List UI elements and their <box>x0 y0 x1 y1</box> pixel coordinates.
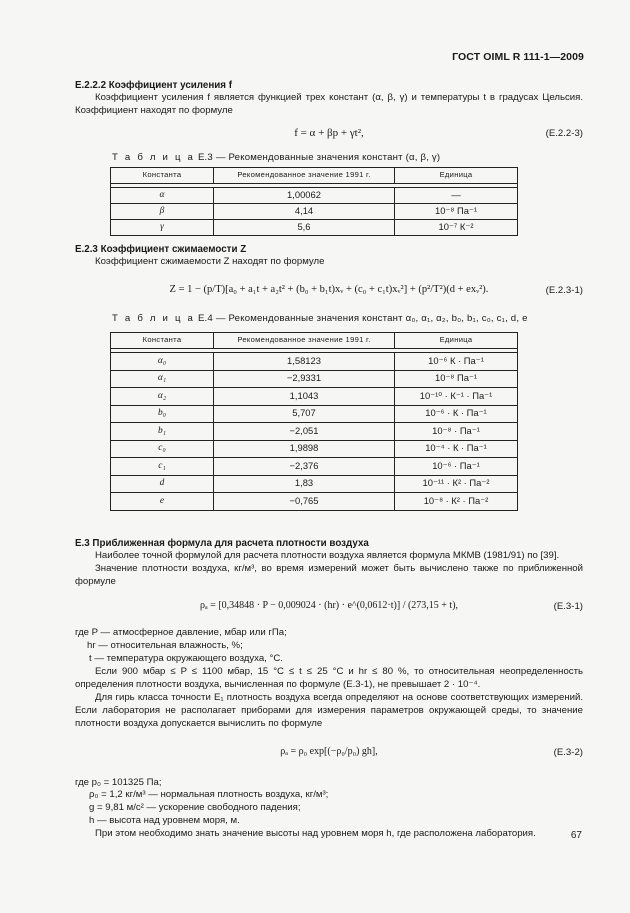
cell: −0,765 <box>214 493 395 511</box>
table-e4 <box>110 332 518 511</box>
cell: 5,6 <box>214 220 395 236</box>
equation-number: (Е.2.3-1) <box>545 285 583 297</box>
cell: −2,376 <box>214 458 395 476</box>
section-e222 <box>75 79 583 165</box>
formula: ρₐ = [0,34848 · P − 0,009024 · (hr) · e^(0,0612·t)] / (273,15 + t), <box>199 600 459 612</box>
table-row <box>111 370 518 388</box>
where-item: где P — атмосферное давление, мбар или гПа; <box>75 627 287 638</box>
cell: b₁ <box>111 423 214 441</box>
cell: d <box>111 475 214 493</box>
equation-number: (Е.3-2) <box>553 746 583 758</box>
cell: b₀ <box>111 405 214 423</box>
cell: 4,14 <box>214 204 395 220</box>
where-item: где p₀ = 101325 Па; <box>75 776 162 788</box>
table-header-row <box>111 168 518 184</box>
column-header: Рекомендованное значение 1991 г. <box>214 333 395 349</box>
equation-e223 <box>75 126 583 146</box>
formula: f = α + βp + γt², <box>294 127 364 140</box>
cell: α₁ <box>111 370 214 388</box>
cell: c₁ <box>111 458 214 476</box>
cell: 10⁻⁸ Па⁻¹ <box>395 204 518 220</box>
equation-number: (Е.3-1) <box>553 601 583 613</box>
formula: ρₐ = ρ₀ exp[(−ρ₀/p₀) gh], <box>280 745 378 757</box>
cell: 10⁻¹⁰ · К⁻¹ · Па⁻¹ <box>395 388 518 406</box>
where-item: ρ₀ = 1,2 кг/м³ — нормальная плотность воздуха, кг/м³; <box>89 789 329 801</box>
where-item: h — высота над уровнем моря, м. <box>89 815 240 827</box>
table-e3 <box>110 167 518 236</box>
paragraph: Наиболее точной формулой для расчета плотности воздуха является формула МКМВ (1981/91) по [39]. <box>95 550 560 562</box>
table-row <box>111 188 518 204</box>
cell: γ <box>111 220 214 236</box>
paragraph: При этом необходимо знать значение высоты над уровнем моря h, где расположена лаборатория. <box>95 828 536 840</box>
equation-number: (Е.2.2-3) <box>545 128 583 140</box>
section-e3 <box>75 537 583 625</box>
equation-e32 <box>75 745 583 771</box>
formula: Z = 1 − (p/T)[a₀ + a₁t + a₂t² + (b₀ + b₁t)xᵥ + (c₀ + c₁t)xᵥ²] + (p²/T²)(d + exᵥ²). <box>169 284 489 296</box>
table-row <box>111 405 518 423</box>
equation-e231 <box>75 283 583 307</box>
caption-text: Е.3 — Рекомендованные значения констант (α, β, γ) <box>197 152 441 164</box>
page-header: ГОСТ OIML R 111-1—2009 <box>452 51 584 63</box>
heading-e23: Е.2.3 Коэффициент сжимаемости Z <box>75 244 247 255</box>
column-header: Единица <box>395 168 518 184</box>
table-row <box>111 353 518 371</box>
column-header: Рекомендованное значение 1991 г. <box>214 168 395 184</box>
paragraph: Коэффициент усиления f является функцией трех констант (α, β, γ) и температуры t в градусах Цельсия. Коэффициент находят по формуле <box>75 92 583 117</box>
cell: α <box>111 188 214 204</box>
column-header: Константа <box>111 168 214 184</box>
cell: 1,58123 <box>214 353 395 371</box>
where-item: g = 9,81 м/с² — ускорение свободного падения; <box>89 802 301 814</box>
table-row <box>111 493 518 511</box>
caption-label: Т а б л и ц а <box>112 152 196 164</box>
column-header: Константа <box>111 333 214 349</box>
section-e23 <box>75 243 583 326</box>
table-row <box>111 475 518 493</box>
page-number: 67 <box>570 830 582 841</box>
table-row <box>111 440 518 458</box>
cell: −2,051 <box>214 423 395 441</box>
table-row <box>111 220 518 236</box>
cell: 10⁻⁶ К · Па⁻¹ <box>395 353 518 371</box>
where-item: t — температура окружающего воздуха, °С. <box>89 652 283 664</box>
cell: 1,00062 <box>214 188 395 204</box>
cell: β <box>111 204 214 220</box>
cell: 10⁻⁸ Па⁻¹ <box>395 370 518 388</box>
paragraph: Коэффициент сжимаемости Z находят по формуле <box>95 256 325 268</box>
cell: α₀ <box>111 353 214 371</box>
paragraph: Если 900 мбар ≤ P ≤ 1100 мбар, 15 °С ≤ t ≤ 25 °С и hr ≤ 80 %, то относительная неопределенность определения плотности воздуха, вычисленная по формуле (Е.3-1), не превышает 2 · 10⁻⁴. <box>75 665 583 690</box>
cell: 10⁻⁸ · Па⁻¹ <box>395 423 518 441</box>
table-caption <box>75 152 583 165</box>
cell: 1,1043 <box>214 388 395 406</box>
cell: α₂ <box>111 388 214 406</box>
table-caption <box>75 313 583 326</box>
paragraph: Значение плотности воздуха, кг/м³, во время измерений может быть вычислено также по приближенной формуле <box>75 563 583 588</box>
cell: c₀ <box>111 440 214 458</box>
equation-e31 <box>75 599 583 625</box>
caption-label: Т а б л и ц а <box>112 313 196 325</box>
cell: 10⁻⁷ К⁻² <box>395 220 518 236</box>
cell: −2,9331 <box>214 370 395 388</box>
cell: — <box>395 188 518 204</box>
cell: 10⁻⁸ · К² · Па⁻² <box>395 493 518 511</box>
where-item: hr — относительная влажность, %; <box>87 639 243 651</box>
caption-text: Е.4 — Рекомендованные значения констант α₀, α₁, α₂, b₀, b₁, c₀, c₁, d, e <box>197 313 528 325</box>
table-row <box>111 423 518 441</box>
column-header: Единица <box>395 333 518 349</box>
cell: 10⁻¹¹ · К² · Па⁻² <box>395 475 518 493</box>
table-row <box>111 204 518 220</box>
heading-e222: Е.2.2.2 Коэффициент усиления f <box>75 80 232 91</box>
cell: 10⁻⁶ · К · Па⁻¹ <box>395 405 518 423</box>
where-list-1 <box>75 627 583 841</box>
table-row <box>111 458 518 476</box>
cell: 5,707 <box>214 405 395 423</box>
cell: 10⁻⁶ · Па⁻¹ <box>395 458 518 476</box>
heading-e3: Е.3 Приближенная формула для расчета плотности воздуха <box>75 538 369 549</box>
cell: 1,83 <box>214 475 395 493</box>
paragraph: Для гирь класса точности E₁ плотность воздуха всегда определяют на основе соответствующих измерений. Если лаборатория не располагает приборами для измерения параметров окружающей среды, то значение плотности воздуха допускается вычислить по формуле <box>75 691 583 729</box>
cell: 1,9898 <box>214 440 395 458</box>
cell: 10⁻⁴ · К · Па⁻¹ <box>395 440 518 458</box>
table-row <box>111 388 518 406</box>
table-header-row <box>111 333 518 349</box>
cell: e <box>111 493 214 511</box>
